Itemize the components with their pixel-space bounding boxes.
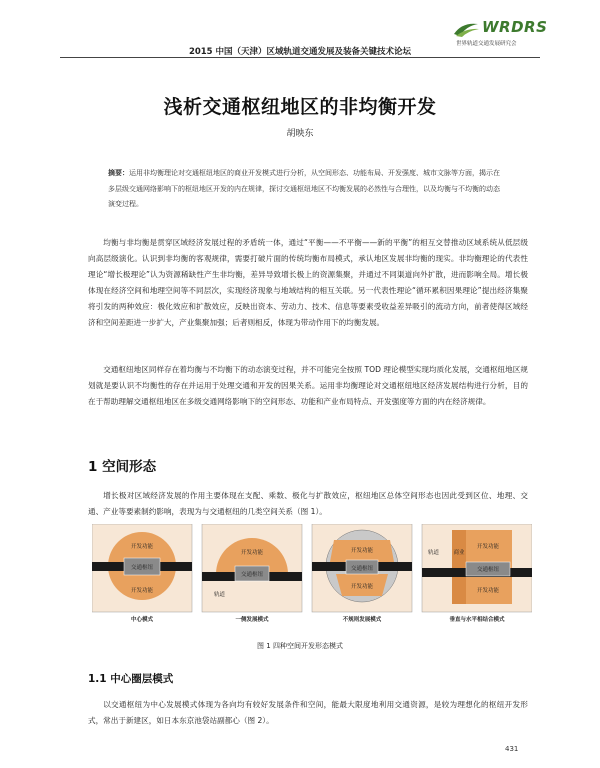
hub-label: 交通枢纽 — [240, 572, 264, 578]
panel-irregular-mode — [312, 524, 412, 623]
subcaption-irregular: 不规则发展模式 — [342, 617, 382, 623]
hub-label: 交通枢纽 — [130, 565, 154, 571]
dev-function-label: 开发功能 — [476, 544, 500, 550]
paragraph-text: 增长极对区域经济发展的作用主要体现在支配、乘数、极化与扩散效应，枢纽地区总体空间形态也因此受到区位、地理、交通、产业等要素制约影响，表现为与交通枢纽的几类空间关系（图 1）。 — [88, 491, 528, 516]
dev-function-label: 开发功能 — [476, 588, 500, 594]
body-paragraph-2 — [88, 362, 528, 410]
logo-swoosh-icon — [452, 20, 480, 38]
body-paragraph-3 — [88, 488, 528, 520]
page-number: 431 — [505, 745, 519, 753]
abstract — [108, 166, 503, 213]
panel-one-side-mode — [202, 524, 302, 623]
logo-subtitle: 世界轨道交通发展研究会 — [456, 41, 517, 47]
commercial-label: 商业 — [453, 550, 465, 556]
article-author: 胡映东 — [286, 129, 314, 139]
track-label: 轨道 — [428, 550, 440, 556]
panel-vertical-horizontal-mode — [422, 524, 532, 623]
figure-1-diagram — [92, 524, 532, 624]
dev-function-label: 开发功能 — [350, 548, 374, 554]
section-heading-1-1: 1.1 中心圈层模式 — [88, 673, 174, 685]
hub-label: 交通枢纽 — [476, 567, 500, 573]
hub-label: 交通枢纽 — [350, 566, 374, 572]
paragraph-text: 以交通枢纽为中心发展模式体现为各向均有较好发展条件和空间，能最大限度地利用交通资源，是较为理想化的枢纽开发形式，常出于新建区，如日本东京池袋站副都心（图 2）。 — [88, 700, 528, 725]
body-paragraph-4 — [88, 697, 528, 729]
track-label: 轨道 — [214, 592, 226, 598]
logo-text: WRDRS — [482, 18, 548, 36]
conference-header: 2015 中国（天津）区域轨道交通发展及装备关键技术论坛 — [188, 47, 412, 57]
abstract-text: 运用非均衡理论对交通枢纽地区的商业开发模式进行分析，从空间形态、功能布局、开发强度、城市文脉等方面，揭示在多层级交通网络影响下的枢纽地区开发的内在规律，探讨交通枢纽地区不均衡发展的必然性与合理性，以及均衡与不均衡的动态演变过程。 — [108, 169, 500, 208]
panel-center-mode — [92, 524, 192, 623]
dev-function-label: 开发功能 — [350, 584, 374, 590]
abstract-label: 摘要： — [108, 169, 129, 177]
header-divider — [60, 57, 540, 58]
section-heading-1: 1 空间形态 — [88, 459, 157, 475]
body-paragraph-1 — [88, 235, 528, 330]
article-title: 浅析交通枢纽地区的非均衡开发 — [163, 96, 437, 118]
paragraph-text: 均衡与非均衡是贯穿区域经济发展过程的矛盾统一体，通过“平衡——不平衡——新的平衡”的相互交替推动区域系统从低层级向高层级演化。认识到非均衡的客观规律，需要打破片面的传统均衡布局模式，承认地区发展非均衡的现实。非均衡理论的代表性理论“增长极理论”认为资源稀缺性产生非均衡，差异导致增长极上的资源集聚，并通过不同渠道向外扩散，进而影响全局。增长极体现在经济空间和地理空间等不同层次，实现经济现象与地域结构的相互关联。另一代表性理论“循环累积因果理论”提出经济集聚将引发的两种效应：极化效应和扩散效应，反映出资本、劳动力、技术、信息等要素受收益差异吸引的流动方向，前者使得区域经济和空间差距进一步扩大，产业集聚加强；后者则相反，体现为带动作用下的均衡发展。 — [88, 238, 528, 327]
subcaption-center: 中心模式 — [130, 617, 154, 623]
paragraph-text: 交通枢纽地区同样存在着均衡与不均衡下的动态演变过程，并不可能完全按照 TOD 理论模型实现均质化发展，交通枢纽地区规划就是要认识不均衡性的存在并运用于处理交通和开发的因果关系。运用非均衡理论对交通枢纽地区经济发展结构进行分析，目的在于帮助理解交通枢纽地区在多级交通网络影响下的空间形态、功能和产业布局特点、开发强度等方面的内在经济规律。 — [88, 365, 528, 406]
subcaption-one-side: 一侧发展模式 — [235, 617, 269, 623]
dev-function-label: 开发功能 — [240, 550, 264, 556]
dev-function-label: 开发功能 — [130, 588, 154, 594]
subcaption-vertical-horizontal: 垂直与水平相结合模式 — [449, 617, 505, 623]
dev-function-label: 开发功能 — [130, 544, 154, 550]
figure-1-caption: 图 1 四种空间开发形态模式 — [257, 642, 343, 650]
